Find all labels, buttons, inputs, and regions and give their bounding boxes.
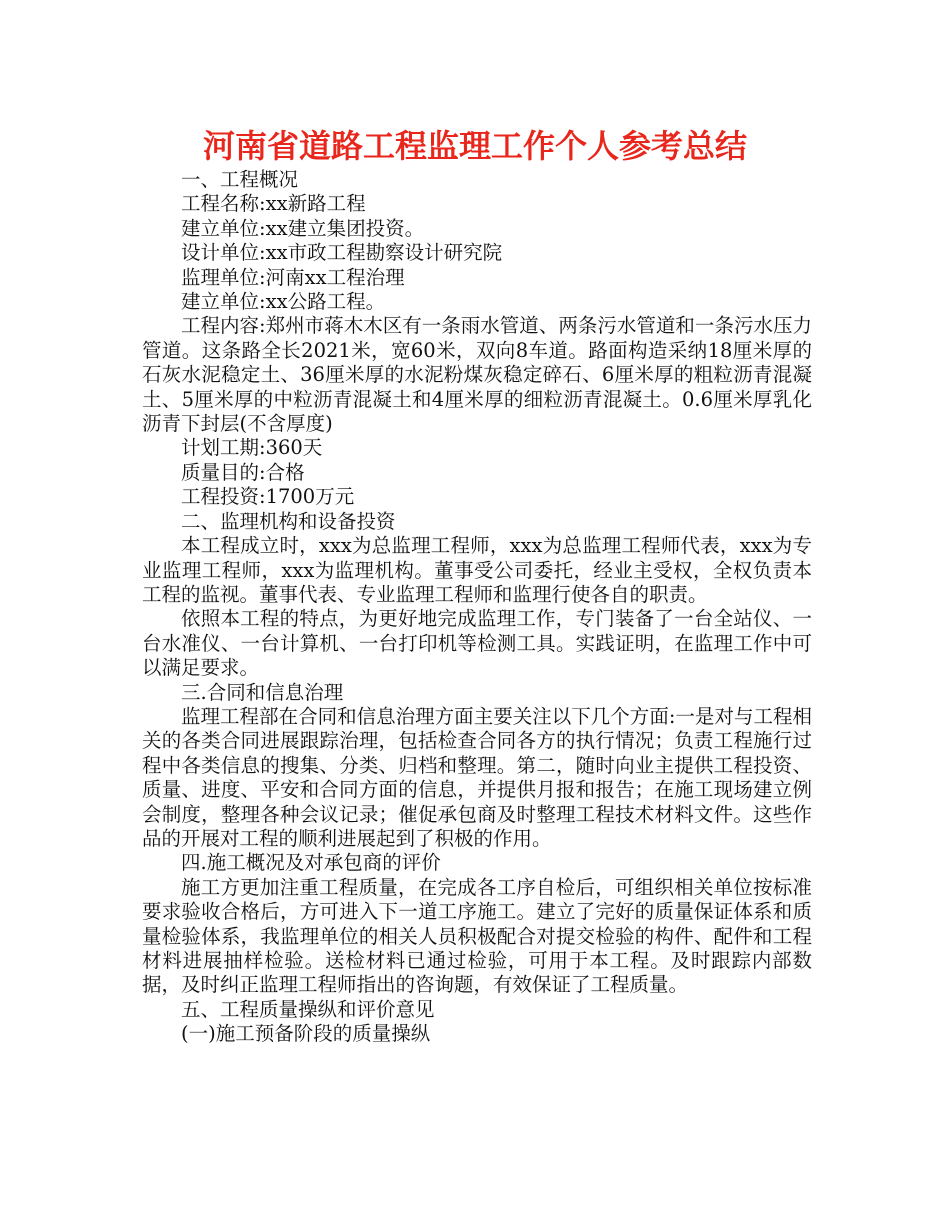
planned-duration-line: 计划工期:360天 — [181, 436, 323, 460]
project-investment-line: 工程投资:1700万元 — [181, 485, 355, 509]
design-unit-line: 设计单位:xx市政工程勘察设计研究院 — [181, 241, 503, 265]
section-heading-organization: 二、监理机构和设备投资 — [181, 509, 396, 533]
equipment-paragraph: 依照本工程的特点，为更好地完成监理工作，专门装备了一台全站仪、一台水准仪、一台计算机、一台打印机等检测工具。实践证明，在监理工作中可以满足要求。 — [142, 607, 812, 680]
document-body — [142, 168, 812, 1047]
section-heading-contracts: 三.合同和信息治理 — [181, 680, 344, 704]
construction-unit-line-2: 建立单位:xx公路工程。 — [181, 290, 386, 314]
quality-goal-line: 质量目的:合格 — [181, 460, 305, 484]
construction-paragraph: 施工方更加注重工程质量，在完成各工序自检后，可组织相关单位按标准要求验收合格后，方可进入下一道工序施工。建立了完好的质量保证体系和质量检验体系，我监理单位的相关人员积极配合对提交检验的构件、配件和工程材料进展抽样检验。送检材料已通过检验，可用于本工程。及时跟踪内部数据，及时纠正监理工程师指出的咨询题，有效保证了工程质量。 — [142, 875, 812, 997]
section-heading-construction: 四.施工概况及对承包商的评价 — [181, 851, 441, 875]
subsection-heading-preparation: (一)施工预备阶段的质量操纵 — [181, 1022, 431, 1046]
construction-unit-line: 建立单位:xx建立集团投资。 — [181, 216, 425, 240]
project-name-line: 工程名称:xx新路工程 — [181, 192, 366, 216]
supervision-unit-line: 监理单位:河南xx工程治理 — [181, 265, 405, 289]
organization-paragraph: 本工程成立时，xxx为总监理工程师，xxx为总监理工程师代表，xxx为专业监理工程师，xxx为监理机构。董事受公司委托，经业主受权，全权负责本工程的监视。董事代表、专业监理工程师和监理行使各自的职责。 — [142, 534, 812, 606]
section-heading-quality: 五、工程质量操纵和评价意见 — [181, 997, 435, 1021]
project-content-paragraph: 工程内容:郑州市蒋木木区有一条雨水管道、两条污水管道和一条污水压力管道。这条路全长2021米，宽60米，双向8车道。路面构造采纳18厘米厚的石灰水泥稳定土、36厘米厚的水泥粉煤灰稳定碎石、6厘米厚的粗粒沥青混凝土、5厘米厚的中粒沥青混凝土和4厘米厚的细粒沥青混凝土。0.6厘米厚乳化沥青下封层(不含厚度) — [142, 314, 812, 436]
document-title: 河南省道路工程监理工作个人参考总结 — [202, 127, 747, 165]
section-heading-overview: 一、工程概况 — [181, 168, 299, 191]
contracts-paragraph: 监理工程部在合同和信息治理方面主要关注以下几个方面:一是对与工程相关的各类合同进展跟踪治理，包括检查合同各方的执行情况；负责工程施行过程中各类信息的搜集、分类、归档和整理。第二，随时向业主提供工程投资、质量、进度、平安和合同方面的信息，并提供月报和报告；在施工现场建立例会制度，整理各种会议记录；催促承包商及时整理工程技术材料文件。这些作品的开展对工程的顺利进展起到了积极的作用。 — [142, 704, 812, 850]
